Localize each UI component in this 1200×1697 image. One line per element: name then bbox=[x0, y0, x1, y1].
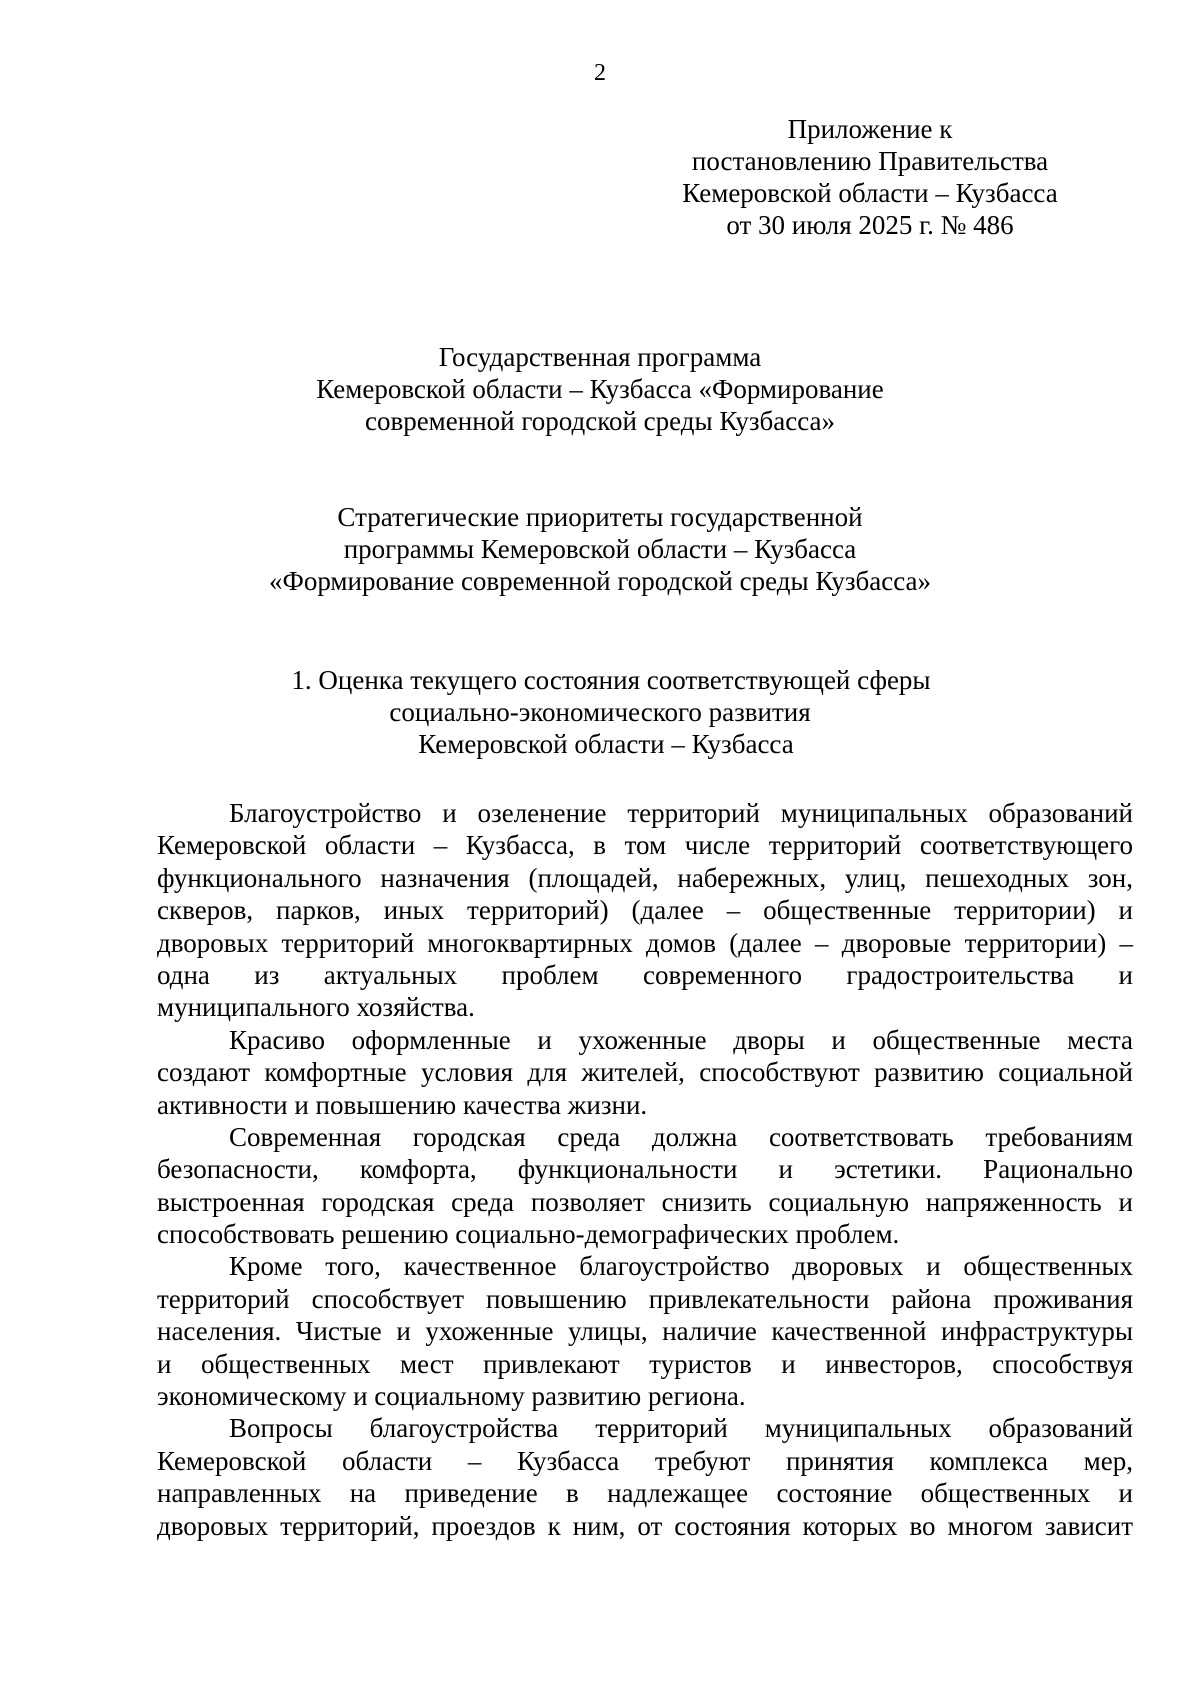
body-paragraph bbox=[157, 1250, 1133, 1412]
paragraph-line: Современная городская среда должна соответствовать требованиям bbox=[229, 1121, 1133, 1152]
priorities-title-line: Стратегические приоритеты государственной bbox=[337, 502, 863, 532]
program-title-line: Государственная программа bbox=[438, 342, 762, 372]
priorities-title-line: программы Кемеровской области – Кузбасса bbox=[343, 534, 857, 564]
paragraph-line: активности и повышению качества жизни. bbox=[157, 1089, 648, 1120]
paragraph-line: Красиво оформленные и ухоженные дворы и общественные места bbox=[229, 1024, 1133, 1055]
program-title bbox=[160, 341, 1040, 437]
paragraph-line: направленных на приведение в надлежащее состояние общественных и bbox=[157, 1478, 1133, 1509]
paragraph-line: Кроме того, качественное благоустройство дворовых и общественных bbox=[229, 1251, 1133, 1282]
appendix-line: постановлению Правительства bbox=[691, 146, 1049, 176]
paragraph-line: скверов, парков, иных территорий) (далее – общественные территории) и bbox=[157, 895, 1133, 926]
paragraph-line: способствовать решению социально-демографических проблем. bbox=[157, 1219, 900, 1250]
paragraph-line: дворовых территорий, проездов к ним, от состояния которых во многом зависит bbox=[157, 1510, 1133, 1541]
appendix-line: Кемеровской области – Кузбасса bbox=[682, 178, 1058, 208]
paragraph-line: Кемеровской области – Кузбасса, в том числе территорий соответствующего bbox=[157, 830, 1133, 861]
paragraph-line: населения. Чистые и ухоженные улицы, наличие качественной инфраструктуры bbox=[157, 1316, 1133, 1347]
paragraph-line: муниципального хозяйства. bbox=[157, 992, 475, 1023]
priorities-title bbox=[160, 501, 1040, 597]
paragraph-line: Вопросы благоустройства территорий муниципальных образований bbox=[229, 1413, 1133, 1444]
paragraph-line: дворовых территорий многоквартирных домов (далее – дворовые территории) – bbox=[157, 927, 1133, 958]
page-number: 2 bbox=[594, 60, 606, 86]
paragraph-line: Благоустройство и озеленение территорий муниципальных образований bbox=[229, 798, 1133, 828]
body-paragraph bbox=[157, 797, 1133, 1024]
body-paragraph bbox=[157, 1024, 1133, 1121]
body-paragraph bbox=[157, 1121, 1133, 1251]
paragraph-line: Кемеровской области – Кузбасса требуют принятия комплекса мер, bbox=[157, 1445, 1133, 1476]
section-heading-line: Кемеровской области – Кузбасса bbox=[418, 729, 794, 759]
section-heading-line: социально-экономического развития bbox=[389, 697, 811, 727]
section-heading-line: 1. Оценка текущего состояния соответствующей сферы bbox=[291, 665, 931, 695]
priorities-title-line: «Формирование современной городской среды Кузбасса» bbox=[268, 566, 932, 596]
appendix-line: от 30 июля 2025 г. № 486 bbox=[726, 210, 1014, 240]
paragraph-line: функционального назначения (площадей, набережных, улиц, пешеходных зон, bbox=[157, 862, 1133, 893]
program-title-line: современной городской среды Кузбасса» bbox=[364, 406, 836, 436]
body-paragraph bbox=[157, 1412, 1133, 1542]
paragraph-line: и общественных мест привлекают туристов и инвесторов, способствуя bbox=[157, 1348, 1133, 1379]
paragraph-line: территорий способствует повышению привлекательности района проживания bbox=[157, 1283, 1133, 1314]
section-heading bbox=[160, 664, 1040, 760]
paragraph-line: безопасности, комфорта, функциональности и эстетики. Рационально bbox=[157, 1154, 1133, 1185]
paragraph-line: создают комфортные условия для жителей, способствуют развитию социальной bbox=[157, 1057, 1133, 1088]
appendix-block bbox=[650, 113, 1090, 241]
body-text bbox=[157, 797, 1133, 1542]
program-title-line: Кемеровской области – Кузбасса «Формирование bbox=[316, 374, 884, 404]
paragraph-line: выстроенная городская среда позволяет снизить социальную напряженность и bbox=[157, 1186, 1133, 1217]
appendix-line: Приложение к bbox=[787, 114, 953, 144]
paragraph-line: одна из актуальных проблем современного градостроительства и bbox=[157, 959, 1133, 990]
paragraph-line: экономическому и социальному развитию региона. bbox=[157, 1381, 746, 1412]
